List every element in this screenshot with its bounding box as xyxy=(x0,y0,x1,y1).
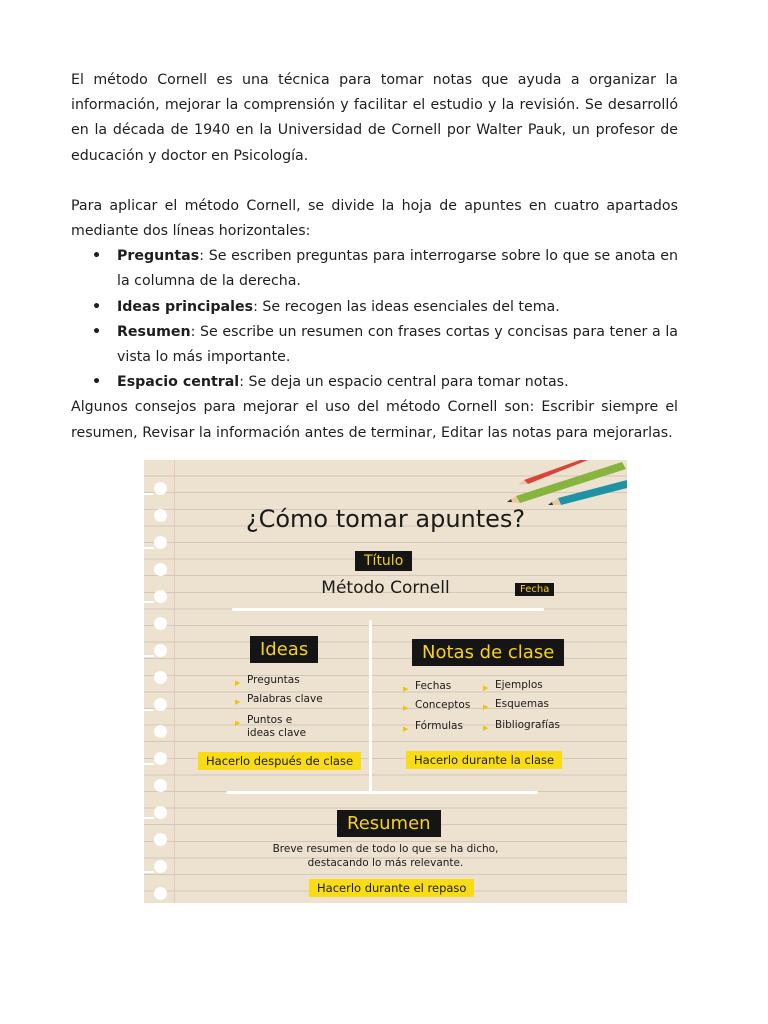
ring xyxy=(144,763,154,765)
ring-hole xyxy=(154,887,167,900)
list-item-desc: : Se recogen las ideas esenciales del tema. xyxy=(253,298,560,315)
ring xyxy=(144,817,154,819)
ring-hole xyxy=(154,752,167,765)
triangle-bullet-icon: ▶ xyxy=(403,725,409,733)
ring-hole xyxy=(154,725,167,738)
notas-item xyxy=(483,679,543,692)
resumen-header: Resumen xyxy=(337,810,441,837)
notas-item xyxy=(403,720,463,733)
triangle-bullet-icon: ▶ xyxy=(235,698,241,706)
list-item-desc: : Se escriben preguntas para interrogarse sobre lo que se anota en la columna de la derecha. xyxy=(117,248,678,290)
infographic-title: ¿Cómo tomar apuntes? xyxy=(245,505,526,533)
notas-item-label: Fórmulas xyxy=(415,720,463,732)
sections-list xyxy=(71,244,678,395)
ring-hole xyxy=(154,482,167,495)
notas-item xyxy=(483,719,560,732)
list-item xyxy=(117,244,678,294)
list-item-desc: : Se deja un espacio central para tomar notas. xyxy=(239,374,569,391)
chalk-line-vertical xyxy=(369,620,372,792)
list-item xyxy=(117,320,678,370)
ring-hole xyxy=(154,536,167,549)
ideas-item xyxy=(235,714,307,740)
cornell-infographic xyxy=(144,460,627,903)
notas-when-tag: Hacerlo durante la clase xyxy=(406,751,562,769)
ring xyxy=(144,655,154,657)
triangle-bullet-icon: ▶ xyxy=(403,704,409,712)
notas-item xyxy=(483,698,550,711)
ideas-item xyxy=(235,693,323,706)
notas-item-label: Esquemas xyxy=(495,698,550,710)
triangle-bullet-icon: ▶ xyxy=(403,685,409,693)
notas-header: Notas de clase xyxy=(412,639,564,666)
notas-item-label: Bibliografías xyxy=(495,719,560,731)
document-body xyxy=(71,68,678,446)
list-item-term: Resumen xyxy=(117,323,191,340)
chalk-line-bottom xyxy=(226,791,538,794)
ideas-item-label: Puntos e ideas clave xyxy=(247,714,307,739)
triangle-bullet-icon: ▶ xyxy=(483,703,489,711)
tips-paragraph: Algunos consejos para mejorar el uso del método Cornell son: Escribir siempre el resumen, Revisar la información antes de terminar, Editar las notas para mejorarlas. xyxy=(71,399,678,441)
ring xyxy=(144,601,154,603)
ring-hole xyxy=(154,779,167,792)
ring xyxy=(144,547,154,549)
resumen-when-tag: Hacerlo durante el repaso xyxy=(309,879,474,897)
ring-hole xyxy=(154,806,167,819)
ring xyxy=(144,493,154,495)
method-name: Método Cornell xyxy=(321,578,450,598)
ideas-item xyxy=(235,674,300,687)
list-item-term: Ideas principales xyxy=(117,298,254,315)
intro-paragraph: El método Cornell es una técnica para tomar notas que ayuda a organizar la información, mejorar la comprensión y facilitar el estudio y la revisión. Se desarrolló en la década de 1940 en la Universidad de Cornell por Walter Pauk, un profesor de educación y doctor en Psicología. xyxy=(71,72,678,164)
notas-item-label: Fechas xyxy=(415,680,452,692)
list-item-term: Preguntas xyxy=(117,248,200,265)
ring xyxy=(144,871,154,873)
notas-item xyxy=(403,699,471,712)
ideas-item-label: Palabras clave xyxy=(247,693,323,705)
list-item-term: Espacio central xyxy=(117,374,240,391)
titulo-tag: Título xyxy=(355,551,412,571)
ideas-header: Ideas xyxy=(250,636,318,663)
resumen-text: Breve resumen de todo lo que se ha dicho, destacando lo más relevante. xyxy=(272,843,499,869)
ideas-when-tag: Hacerlo después de clase xyxy=(198,752,361,770)
ring xyxy=(144,709,154,711)
notas-item-label: Ejemplos xyxy=(495,679,543,691)
notas-item-label: Conceptos xyxy=(415,699,471,711)
triangle-bullet-icon: ▶ xyxy=(483,724,489,732)
ring-hole xyxy=(154,617,167,630)
list-item-desc: : Se escribe un resumen con frases cortas y concisas para tener a la vista lo más importante. xyxy=(117,323,678,366)
list-item xyxy=(117,370,678,395)
notas-item xyxy=(403,680,452,693)
apply-paragraph: Para aplicar el método Cornell, se divide la hoja de apuntes en cuatro apartados mediante dos líneas horizontales: xyxy=(71,197,678,240)
ideas-item-label: Preguntas xyxy=(247,674,300,686)
ring-hole xyxy=(154,563,167,576)
chalk-line-top xyxy=(232,608,544,611)
list-item xyxy=(117,295,678,320)
triangle-bullet-icon: ▶ xyxy=(483,684,489,692)
ring-hole xyxy=(154,671,167,684)
ring-hole xyxy=(154,698,167,711)
fecha-tag: Fecha xyxy=(515,583,554,596)
triangle-bullet-icon: ▶ xyxy=(235,679,241,687)
triangle-bullet-icon: ▶ xyxy=(235,719,241,727)
ring-hole xyxy=(154,644,167,657)
